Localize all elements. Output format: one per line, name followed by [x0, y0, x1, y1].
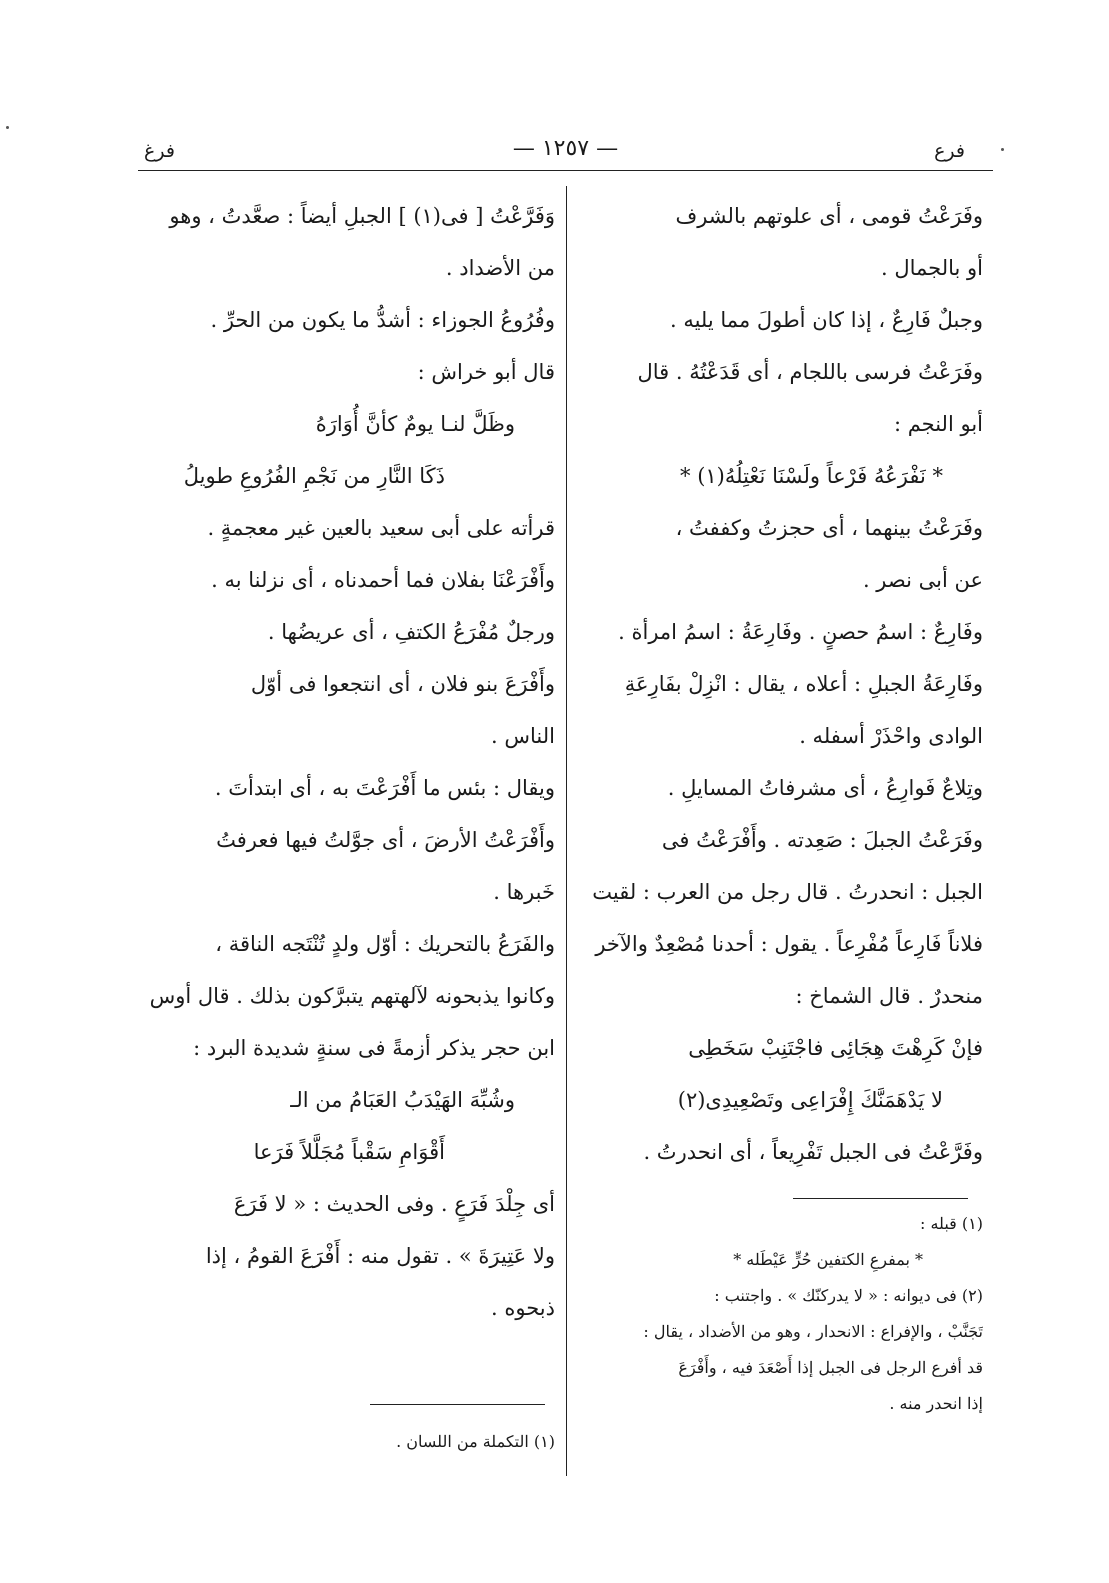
verse-line: وظَلَّ لنـا يومٌ كأنَّ أُوَارَهُ	[315, 412, 515, 436]
text-line: أو بالجمال .	[881, 256, 983, 280]
text-line: وفَرَعْتُ الجبلَ : صَعِدته . وأَفْرَعْتُ فى	[661, 828, 983, 852]
text-line: الجبل : انحدرتُ . قال رجل من العرب : لقيت	[592, 880, 983, 904]
text-line: وأَفْرَعْنَا بفلان فما أحمدناه ، أى نزلنا به .	[211, 568, 555, 592]
text-line: أبو النجم :	[893, 412, 983, 436]
text-line: أى جِلْدَ فَرَعٍ . وفى الحديث : « لا فَرَعَ	[233, 1192, 555, 1216]
text-line: وفَرَعْتُ قومى ، أى علوتهم بالشرف	[675, 204, 983, 228]
text-line: وفَرَعْتُ بينهما ، أى حجزتُ وكففتُ ،	[675, 516, 983, 540]
verse-line: ذَكَا النَّارِ من نَجْمِ الفُرُوعِ طويلُ	[183, 464, 445, 488]
text-line: وفَرَّعْتُ فى الجبل تَفْرِيعاً ، أى انحدرتُ .	[643, 1140, 983, 1164]
footnote-line: * بمفرعِ الكتفين حُرٍّ عَيْطَله *	[733, 1250, 923, 1269]
verse-line: فإنْ كَرِهْتَ هِجَائِى فاجْتَنِبْ سَخَطِى	[688, 1036, 983, 1060]
text-line: وتِلاعٌ فَوارِعُ ، أى مشرفاتُ المسايلِ .	[667, 776, 983, 800]
text-line: وفَارِعٌ : اسمُ حصنٍ . وفَارِعَةُ : اسمُ امرأة .	[618, 620, 983, 644]
header-root-right: فرع	[934, 140, 965, 162]
stray-mark	[6, 126, 9, 129]
right-column	[583, 190, 983, 1178]
footnote-line: إذا انحدر منه .	[889, 1394, 983, 1413]
verse-line: * نَفْرَعُهُ فَرْعاً ولَسْنَا نَعْتِلُهُ(١) *	[680, 464, 943, 488]
page-header	[138, 136, 993, 174]
verse-line: أَقْوَامِ سَقْباً مُجَلَّلاً فَرَعا	[253, 1140, 445, 1164]
footnote-line: (١) قبله :	[920, 1214, 983, 1233]
text-line: وَفَرَّعْتُ [ فى(١) ] الجبلِ أيضاً : صعَّدتُ ، وهو	[169, 204, 555, 228]
verse-line: لا يَدْهَمَنَّكَ إِفْرَاعِى وتَصْعِيدِى(٢)	[677, 1088, 943, 1112]
footnote-line: قد أفرع الرجل فى الجبل إذا أَصْعَدَ فيه ، وأَفْرَعَ	[678, 1358, 983, 1377]
header-root-left: فرغ	[144, 140, 175, 162]
left-column	[140, 190, 555, 1334]
verse-line: وشُبِّهَ الهَيْدَبُ العَبَامُ من الـ	[290, 1088, 515, 1112]
footnote-rule	[370, 1404, 545, 1405]
text-line: ويقال : بئس ما أَفْرَعْتَ به ، أى ابتدأتَ .	[214, 776, 555, 800]
text-line: قرأته على أبى سعيد بالعين غير معجمةٍ .	[207, 516, 555, 540]
text-line: وأَفْرَعَ بنو فلان ، أى انتجعوا فى أوّل	[250, 672, 555, 696]
text-line: الناس .	[491, 724, 555, 748]
text-line: ذبحوه .	[491, 1296, 555, 1320]
left-footnote: (١) التكملة من اللسان .	[396, 1432, 555, 1451]
footnote-line: (٢) فى ديوانه : « لا يدركنّك » . واجتنب :	[714, 1286, 983, 1305]
right-footnotes	[583, 1206, 983, 1422]
text-line: منحدرٌ . قال الشماخ :	[795, 984, 983, 1008]
text-line: قال أبو خراش :	[417, 360, 555, 384]
text-line: وكانوا يذبحونه لآلهتهم يتبرَّكون بذلك . قال أوس	[149, 984, 555, 1008]
text-line: خَبرها .	[493, 880, 555, 904]
text-line: من الأضداد .	[445, 256, 555, 280]
footnote-rule	[793, 1198, 968, 1199]
text-line: وفُرُوعُ الجوزاء : أشدُّ ما يكون من الحرِّ .	[210, 308, 555, 332]
page-number: — ١٢٥٧ —	[512, 136, 619, 161]
text-line: الوادى واحْذَرْ أسفله .	[799, 724, 983, 748]
text-line: وجبلٌ فَارِعٌ ، إذا كان أطولَ مما يليه .	[669, 308, 983, 332]
text-line: وأَفْرَعْتُ الأرضَ ، أى جوَّلتُ فيها فعرفتُ	[216, 828, 555, 852]
text-line: ولا عَتِيرَةَ » . تقول منه : أَفْرَعَ القومُ ، إذا	[205, 1244, 555, 1268]
stray-mark	[1001, 148, 1004, 151]
column-divider	[566, 186, 567, 1476]
text-line: ابن حجر يذكر أزمةً فى سنةٍ شديدة البرد :	[193, 1036, 555, 1060]
footnote-line: تَجَنَّبْ ، والإفراع : الانحدار ، وهو من الأضداد ، يقال :	[643, 1322, 983, 1341]
text-line: وفَارِعَةُ الجبلِ : أعلاه ، يقال : انْزِلْ بفَارِعَةِ	[624, 672, 983, 696]
text-line: عن أبى نصر .	[862, 568, 983, 592]
text-line: وفَرَعْتُ فرسى باللجام ، أى قَدَعْتُهُ . قال	[637, 360, 983, 384]
text-line: والفَرَعُ بالتحريك : أوّل ولدٍ تُنْتَجه الناقة ،	[215, 932, 555, 956]
text-line: ورجلٌ مُفْرَعُ الكتفِ ، أى عريضُها .	[267, 620, 555, 644]
text-line: فلاناً فَارِعاً مُفْرِعاً . يقول : أحدنا مُصْعِدٌ والآخر	[595, 932, 983, 956]
header-rule	[138, 170, 993, 171]
